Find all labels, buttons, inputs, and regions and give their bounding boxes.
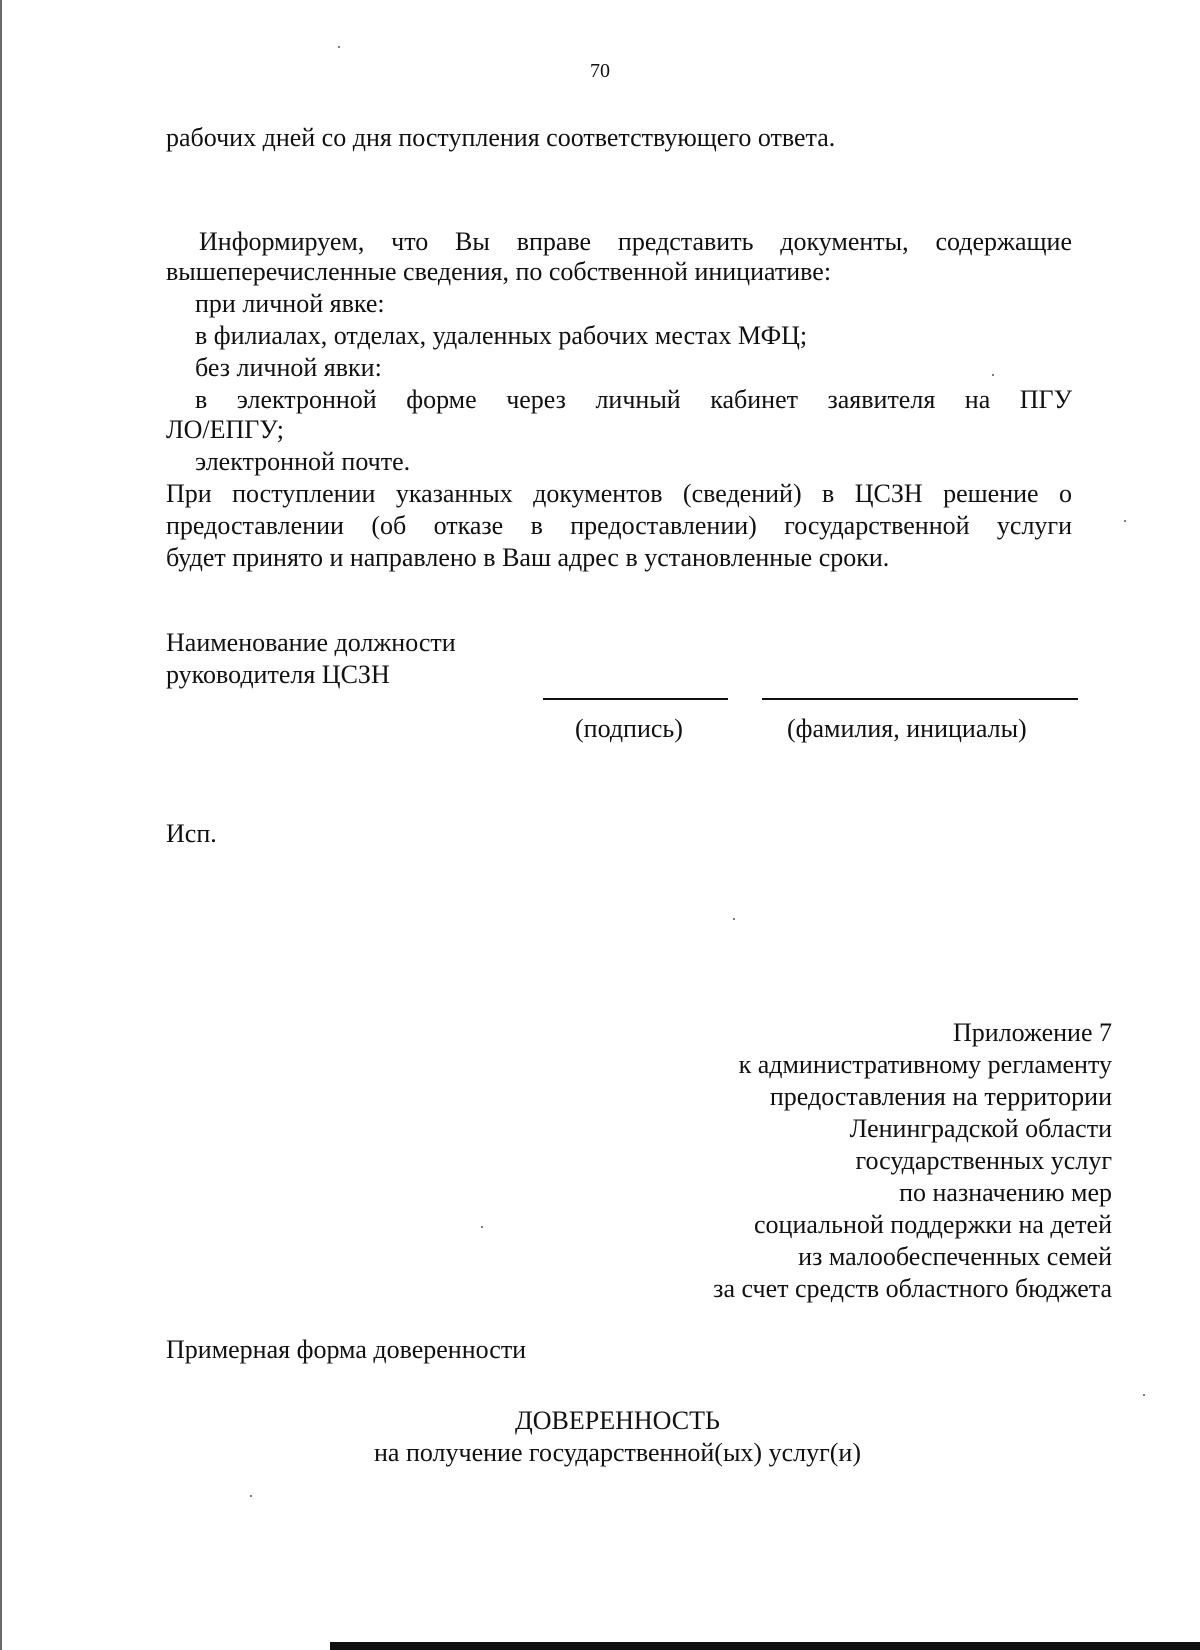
form-caption: Примерная форма доверенности: [166, 1335, 527, 1364]
appendix-line-6: по назначению мер: [899, 1178, 1112, 1207]
appendix-line-1: Приложение 7: [952, 1018, 1112, 1047]
appendix-line-3: предоставления на территории: [769, 1082, 1112, 1111]
info-line-2: вышеперечисленные сведения, по собственной инициативе:: [166, 257, 832, 286]
scan-left-edge: [0, 0, 2, 1650]
scan-speck: [250, 1495, 252, 1497]
scan-speck: [481, 1226, 483, 1228]
scan-bottom-edge: [330, 1642, 1200, 1650]
appendix-line-7: социальной поддержки на детей: [753, 1210, 1112, 1239]
appendix-line-2: к административному регламенту: [738, 1050, 1112, 1079]
decision-line-1: При поступлении указанных документов (сведений) в ЦСЗН решение о: [166, 479, 1072, 508]
signature-caption: (подпись): [575, 714, 683, 743]
signature-line: [543, 698, 728, 700]
no-visit-label: без личной явки:: [195, 353, 382, 382]
scan-speck: [1143, 1394, 1145, 1396]
appendix-line-4: Ленинградской области: [849, 1114, 1112, 1143]
email-line: электронной почте.: [195, 447, 411, 476]
page-number: 70: [590, 60, 610, 82]
appendix-line-8: из малообеспеченных семей: [798, 1242, 1112, 1271]
scan-speck: [338, 46, 340, 48]
online-line-1: в электронной форме через личный кабинет заявителя на ПГУ: [195, 385, 1072, 414]
name-line: [762, 698, 1078, 700]
scan-speck: [1124, 520, 1126, 522]
scan-speck: [733, 918, 735, 920]
document-title: ДОВЕРЕННОСТЬ: [515, 1406, 720, 1435]
position-title-line-2: руководителя ЦСЗН: [166, 660, 390, 689]
appendix-line-9: за счет средств областного бюджета: [713, 1274, 1112, 1303]
scan-speck: [992, 374, 994, 376]
info-line-1: Информируем, что Вы вправе представить документы, содержащие: [199, 227, 1072, 256]
document-subtitle: на получение государственной(ых) услуг(и): [374, 1438, 861, 1467]
online-line-2: ЛО/ЕПГУ;: [166, 415, 284, 444]
position-title-line-1: Наименование должности: [166, 628, 456, 657]
appendix-line-5: государственных услуг: [855, 1146, 1112, 1175]
name-caption: (фамилия, инициалы): [787, 714, 1027, 743]
decision-line-2: предоставлении (об отказе в предоставлении) государственной услуги: [166, 511, 1072, 540]
continuation-line: рабочих дней со дня поступления соответствующего ответа.: [166, 123, 836, 152]
in-person-label: при личной явке:: [195, 289, 385, 318]
mfc-line: в филиалах, отделах, удаленных рабочих местах МФЦ;: [195, 321, 808, 350]
decision-line-3: будет принято и направлено в Ваш адрес в установленные сроки.: [166, 543, 890, 572]
executor-label: Исп.: [166, 819, 217, 848]
